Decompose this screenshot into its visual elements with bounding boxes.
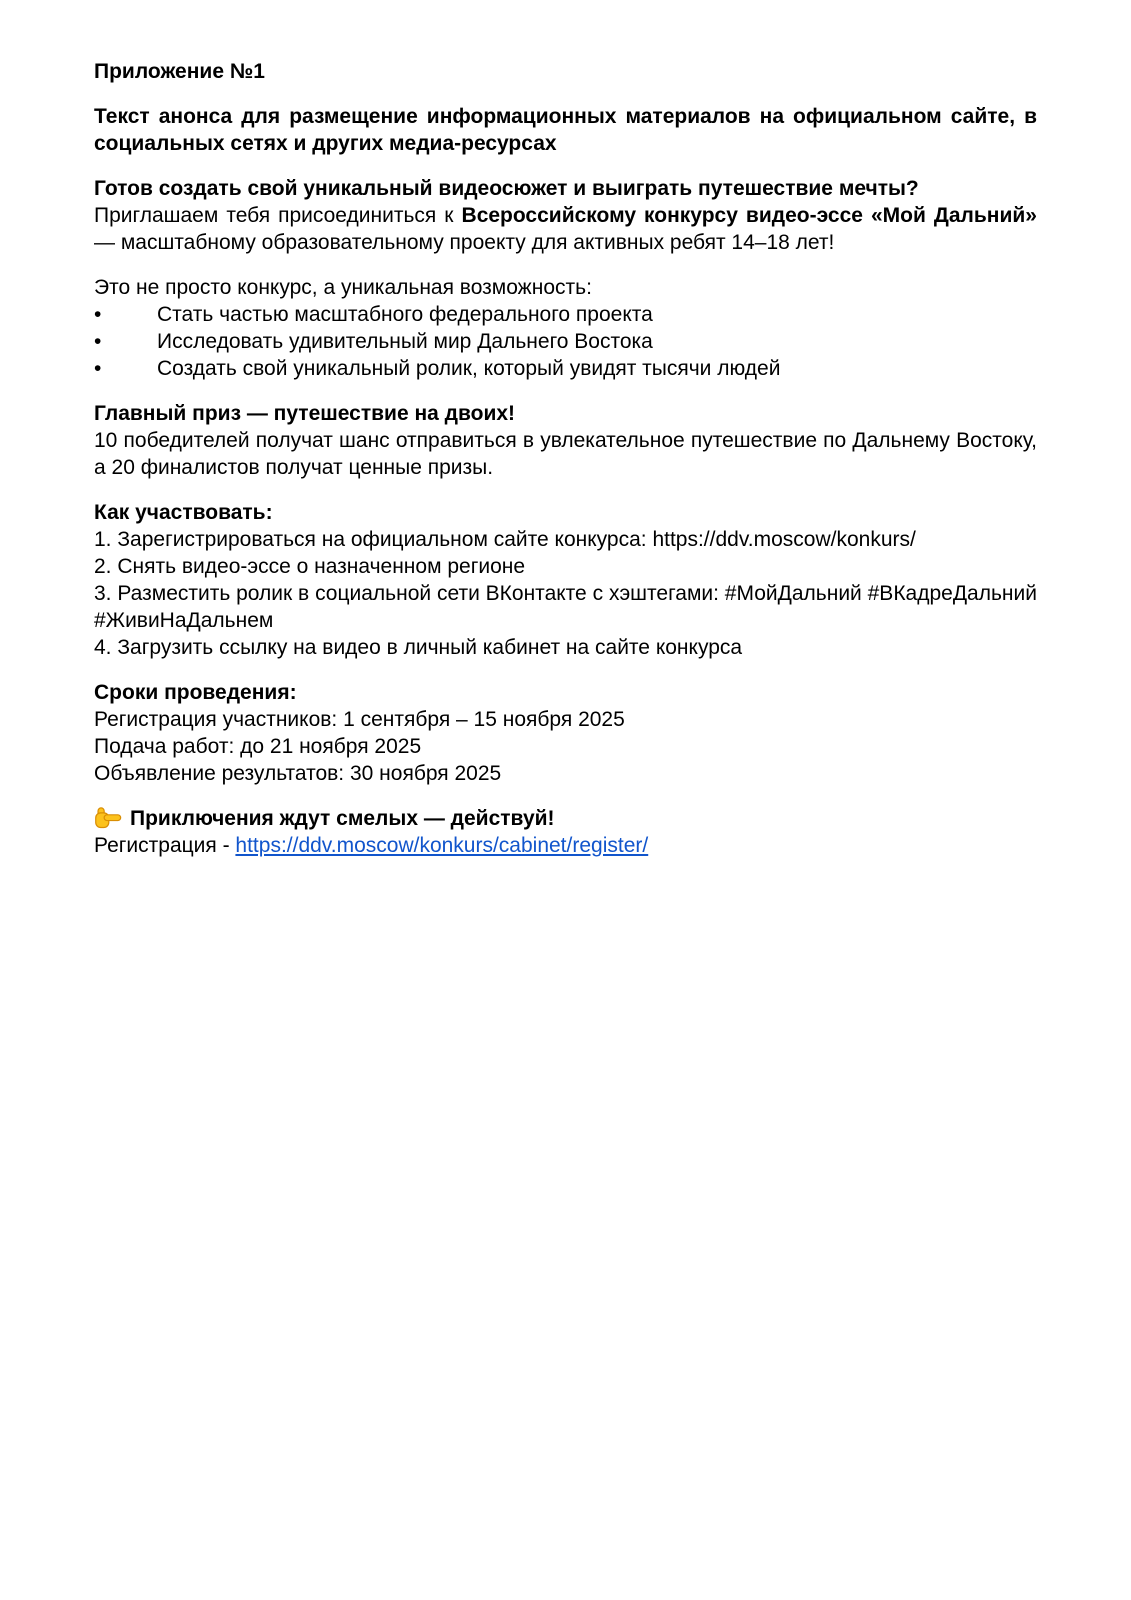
intro-text-before: Приглашаем тебя присоединиться к: [94, 204, 462, 227]
cta-section: [94, 805, 1037, 859]
dates-line: Регистрация участников: 1 сентября – 15 ноября 2025: [94, 708, 625, 731]
registration-line: [94, 832, 1037, 859]
bullet-icon: •: [94, 303, 102, 326]
registration-link[interactable]: https://ddv.moscow/konkurs/cabinet/register/: [235, 834, 649, 857]
intro-section: [94, 175, 1037, 256]
bullet-item: [94, 355, 1037, 382]
contest-name-bold: Всероссийскому конкурсу видео-эссе «Мой Дальний»: [461, 204, 1037, 227]
bullet-item-text: Стать частью масштабного федерального проекта: [157, 303, 653, 326]
how-to-heading: Как участвовать:: [94, 501, 273, 524]
opportunity-section: [94, 274, 1037, 382]
bullet-item: [94, 328, 1037, 355]
how-to-step: 3. Разместить ролик в социальной сети ВКонтакте с хэштегами: #МойДальний #ВКадреДальний #ЖивиНаДальнем: [94, 582, 1037, 632]
bullet-icon: •: [94, 357, 102, 380]
dates-section: [94, 679, 1037, 787]
how-to-step: 2. Снять видео-эссе о назначенном регионе: [94, 555, 526, 578]
cta-heading: Приключения ждут смелых — действуй!: [130, 807, 555, 830]
intro-heading: Готов создать свой уникальный видеосюжет и выиграть путешествие мечты?: [94, 177, 919, 200]
dates-heading: Сроки проведения:: [94, 681, 297, 704]
pointing-right-hand-icon: [94, 806, 122, 829]
document-subtitle: Текст анонса для размещение информационных материалов на официальном сайте, в социальных сетях и других медиа-ресурсах: [94, 105, 1037, 155]
prize-body: 10 победителей получат шанс отправиться в увлекательное путешествие по Дальнему Востоку, а 20 финалистов получат ценные призы.: [94, 429, 1037, 479]
how-to-step: 1. Зарегистрироваться на официальном сайте конкурса: https://ddv.moscow/konkurs/: [94, 528, 916, 551]
cta-heading-line: [94, 805, 1037, 832]
document-content: [94, 58, 1037, 859]
bullet-icon: •: [94, 330, 102, 353]
opportunity-lead: Это не просто конкурс, а уникальная возможность:: [94, 276, 592, 299]
bullet-item-text: Создать свой уникальный ролик, который увидят тысячи людей: [157, 357, 781, 380]
intro-paragraph: [94, 202, 1037, 256]
prize-section: [94, 400, 1037, 481]
bullet-item: [94, 301, 1037, 328]
how-to-step: 4. Загрузить ссылку на видео в личный кабинет на сайте конкурса: [94, 636, 743, 659]
appendix-title: Приложение №1: [94, 60, 265, 83]
intro-text-after: — масштабному образовательному проекту для активных ребят 14–18 лет!: [94, 231, 835, 254]
dates-line: Подача работ: до 21 ноября 2025: [94, 735, 422, 758]
bullet-item-text: Исследовать удивительный мир Дальнего Востока: [157, 330, 653, 353]
subtitle-section: [94, 103, 1037, 157]
appendix-section: [94, 58, 1037, 85]
how-to-section: [94, 499, 1037, 661]
prize-heading: Главный приз — путешествие на двоих!: [94, 402, 516, 425]
dates-line: Объявление результатов: 30 ноября 2025: [94, 762, 502, 785]
registration-label: Регистрация -: [94, 834, 236, 857]
